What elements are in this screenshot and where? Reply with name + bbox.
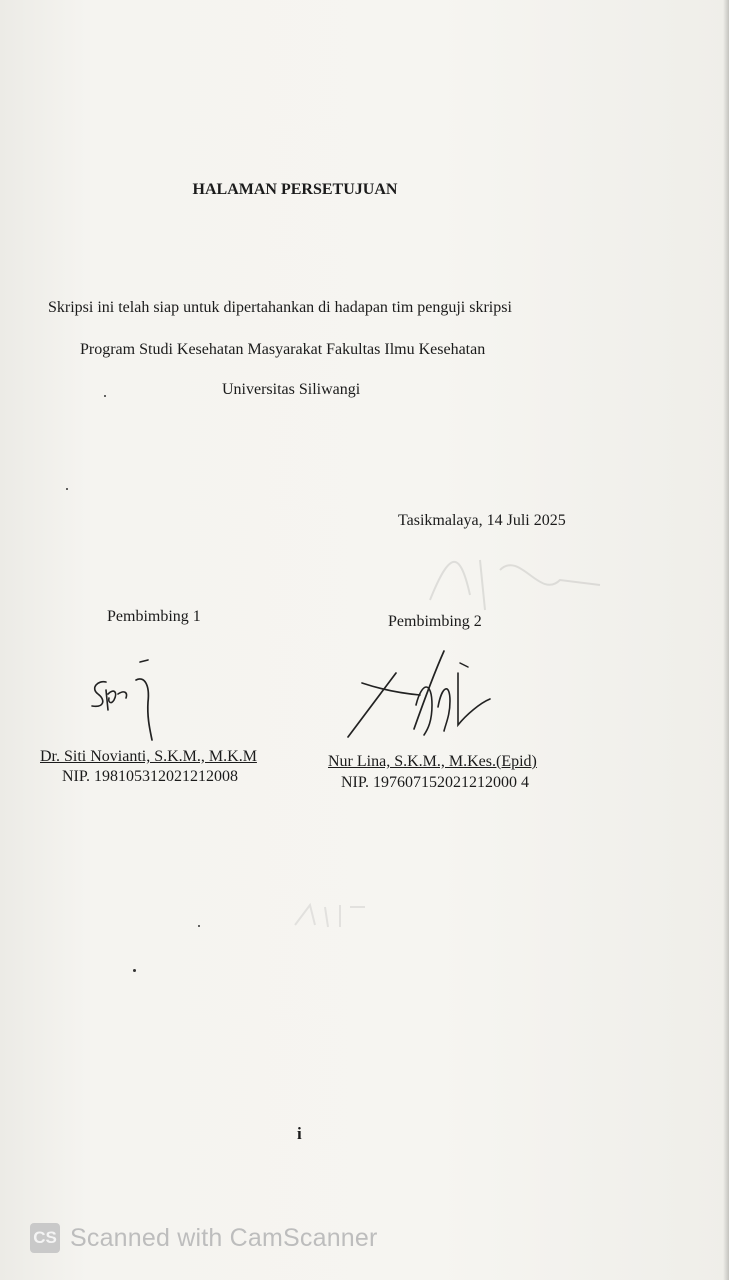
supervisor-1-role: Pembimbing 1 (107, 608, 201, 625)
watermark-text: Scanned with CamScanner (70, 1223, 378, 1252)
supervisor-2-name: Nur Lina, S.K.M., M.Kes.(Epid) (328, 753, 537, 770)
supervisor-2-signature (340, 645, 500, 745)
place-date: Tasikmalaya, 14 Juli 2025 (398, 512, 566, 529)
speck (198, 925, 200, 927)
statement-line-1: Skripsi ini telah siap untuk dipertahankan di hadapan tim penguji skripsi (48, 299, 512, 316)
page-edge-shadow (723, 0, 729, 1280)
speck (133, 969, 136, 972)
supervisor-2-role: Pembimbing 2 (388, 613, 482, 630)
supervisor-1-nip: NIP. 198105312021212008 (62, 768, 239, 785)
page-title: HALAMAN PERSETUJUAN (192, 181, 398, 198)
show-through-signature (410, 540, 610, 620)
show-through-mark (290, 895, 370, 935)
speck (66, 488, 68, 490)
speck (104, 395, 106, 397)
statement-line-2: Program Studi Kesehatan Masyarakat Fakultas Ilmu Kesehatan (80, 341, 486, 358)
camscanner-watermark (30, 1222, 378, 1254)
statement-line-3: Universitas Siliwangi (222, 381, 361, 398)
supervisor-1-name: Dr. Siti Novianti, S.K.M., M.K.M (40, 748, 257, 765)
page-number: i (297, 1124, 302, 1143)
camscanner-logo-icon: CS (30, 1223, 60, 1253)
supervisor-2-nip: NIP. 197607152021212000 4 (341, 774, 530, 791)
supervisor-1-signature (78, 650, 168, 745)
